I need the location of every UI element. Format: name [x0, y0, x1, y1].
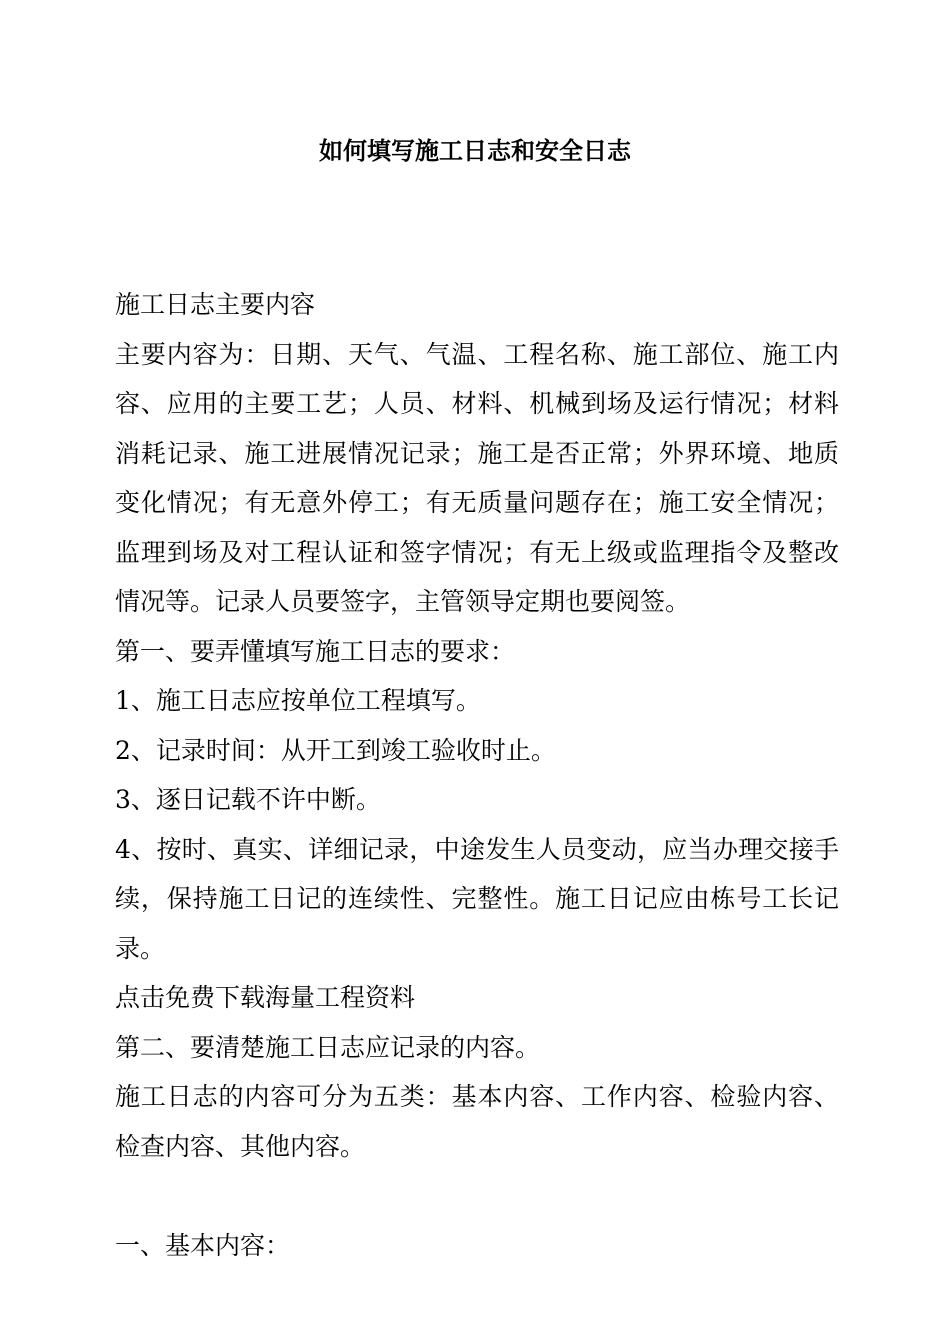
paragraph-main-content: 主要内容为：日期、天气、气温、工程名称、施工部位、施工内容、应用的主要工艺；人员、材料、机械到场及运行情况；材料消耗记录、施工进展情况记录；施工是否正常；外界环境、地质变化情况；有无意外停工；有无质量问题存在；施工安全情况；监理到场及对工程认证和签字情况；有无上级或监理指令及整改情况等。记录人员要签字，主管领导定期也要阅签。 [115, 339, 839, 616]
list-item-2: 2、记录时间：从开工到竣工验收时止。 [115, 735, 556, 765]
paragraph-second-requirement: 第二、要清楚施工日志应记录的内容。 [115, 1032, 541, 1062]
blank-line [115, 1171, 839, 1221]
download-link[interactable]: 点击免费下载海量工程资料 [115, 983, 416, 1012]
paragraph-main-content-heading: 施工日志主要内容 [115, 290, 316, 319]
section-heading-basic-content: 一、基本内容： [115, 1230, 291, 1260]
list-item-4: 4、按时、真实、详细记录，中途发生人员变动，应当办理交接手续，保持施工日记的连续性、完整性。施工日记应由栋号工长记录。 [115, 834, 839, 963]
paragraph-first-requirement: 第一、要弄懂填写施工日志的要求： [115, 636, 516, 666]
list-item-1: 1、施工日志应按单位工程填写。 [115, 686, 481, 715]
document-title: 如何填写施工日志和安全日志 [319, 136, 631, 165]
paragraph-five-categories: 施工日志的内容可分为五类：基本内容、工作内容、检验内容、检查内容、其他内容。 [115, 1082, 839, 1161]
list-item-3: 3、逐日记载不许中断。 [115, 785, 381, 814]
document-body [115, 280, 839, 1270]
